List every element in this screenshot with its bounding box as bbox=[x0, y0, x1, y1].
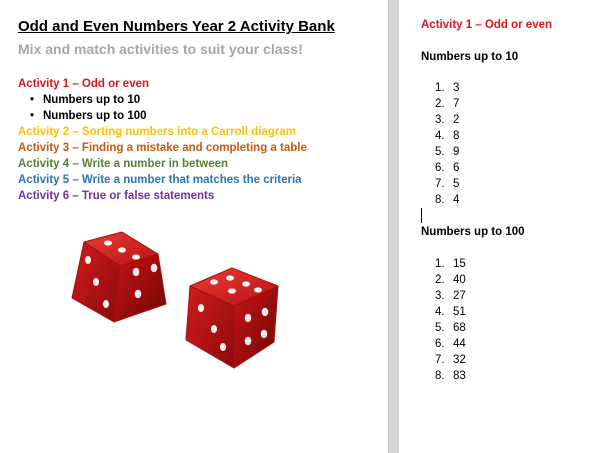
activity-2-label: Activity 2 – Sorting numbers into a Carroll diagram bbox=[18, 126, 296, 138]
page-edge-divider bbox=[388, 0, 389, 453]
activity-3-label: Activity 3 – Finding a mistake and completing a table bbox=[18, 142, 307, 154]
list-item: 6. 44 bbox=[435, 338, 466, 350]
activity-4-label: Activity 4 – Write a number in between bbox=[18, 158, 229, 170]
page-gap bbox=[388, 0, 399, 453]
activity-6-label: Activity 6 – True or false statements bbox=[18, 190, 215, 202]
list-item: 5. 68 bbox=[435, 322, 466, 334]
activity-5-label: Activity 5 – Write a number that matches the criteria bbox=[18, 174, 302, 186]
list-item: 5. 9 bbox=[435, 146, 460, 158]
list-item: 8. 83 bbox=[435, 370, 466, 382]
list-item: 1. 3 bbox=[435, 82, 460, 94]
die-left bbox=[72, 232, 166, 322]
list-item: 6. 6 bbox=[435, 162, 460, 174]
list-item: 8. 4 bbox=[435, 194, 460, 206]
document-subtitle: Mix and match activities to suit your class! bbox=[18, 41, 303, 57]
bullet-numbers-up-to-100: • Numbers up to 100 bbox=[30, 110, 147, 122]
activity-1-heading: Activity 1 – Odd or even bbox=[421, 19, 553, 31]
list-item: 7. 32 bbox=[435, 354, 466, 366]
document-title: Odd and Even Numbers Year 2 Activity Bank bbox=[18, 18, 335, 35]
list-item: 2. 40 bbox=[435, 274, 466, 286]
list-item: 1. 15 bbox=[435, 258, 466, 270]
list-item: 3. 27 bbox=[435, 290, 466, 302]
red-dice-image bbox=[62, 228, 292, 378]
list-item: 4. 51 bbox=[435, 306, 466, 318]
section-numbers-up-to-100-title: Numbers up to 100 bbox=[421, 226, 525, 238]
die-right bbox=[186, 268, 278, 368]
list-item: 3. 2 bbox=[435, 114, 460, 126]
list-item: 2. 7 bbox=[435, 98, 460, 110]
list-item: 4. 8 bbox=[435, 130, 460, 142]
bullet-numbers-up-to-10: • Numbers up to 10 bbox=[30, 94, 140, 106]
activity-1-label: Activity 1 – Odd or even bbox=[18, 78, 150, 90]
text-cursor bbox=[421, 208, 422, 223]
list-item: 7. 5 bbox=[435, 178, 460, 190]
document-page-right bbox=[399, 0, 604, 453]
section-numbers-up-to-10-title: Numbers up to 10 bbox=[421, 51, 519, 63]
